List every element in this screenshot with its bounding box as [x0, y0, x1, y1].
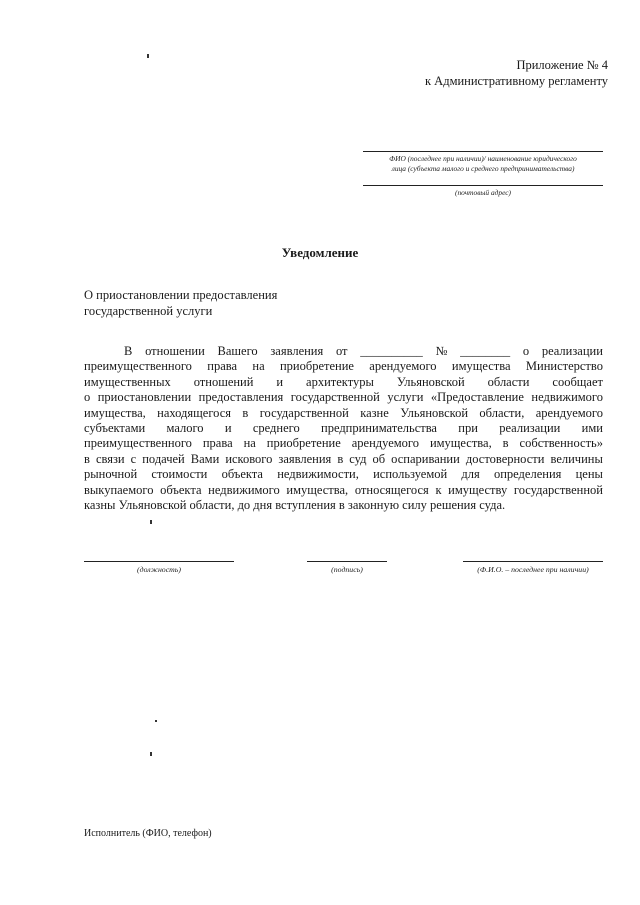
body-word: Министерство — [525, 359, 603, 374]
body-line — [84, 452, 603, 467]
body-word: от — [335, 344, 348, 358]
body-word: Ульяновской — [400, 405, 469, 420]
subject — [84, 287, 277, 319]
body-word: приостановлении — [97, 390, 192, 405]
body-word: области — [487, 374, 530, 389]
position-line — [84, 561, 234, 562]
body-word: арендуемого — [351, 436, 419, 451]
subject-line2: государственной услуги — [84, 304, 213, 318]
body-word: и — [224, 421, 232, 436]
body-line — [84, 390, 603, 405]
body-word: имуществу — [448, 482, 508, 497]
subject-line1: О приостановлении предоставления — [84, 288, 278, 302]
recipient-address-hint: (почтовый адрес) — [454, 188, 512, 197]
body-word: к — [435, 482, 442, 497]
body-word: величины — [550, 451, 603, 466]
body-word: о — [522, 344, 530, 358]
recipient-name-hint-line1: ФИО (последнее при наличии)/ наименование юридического — [389, 154, 577, 163]
body-word: малого — [166, 421, 204, 436]
body-word: арендуемого — [535, 405, 603, 420]
body-word: казне — [360, 405, 389, 420]
body-word: определения — [493, 467, 562, 482]
body-word: объекта — [221, 467, 263, 482]
body-word: в — [84, 451, 90, 466]
body-word: права — [207, 359, 238, 374]
body-word: архитектуры — [306, 374, 374, 389]
body-word: В — [124, 344, 133, 358]
body-word: объекта — [160, 482, 202, 497]
body-word: собственность» — [519, 436, 603, 451]
body-word: на — [252, 359, 265, 374]
body-word: государственной — [513, 482, 603, 497]
body-word: рыночной — [84, 467, 138, 482]
body-paragraph — [84, 344, 603, 513]
executor-label: Исполнитель (ФИО, телефон) — [84, 828, 212, 839]
body-word: «Предоставление — [430, 390, 524, 405]
body-line — [84, 467, 603, 482]
body-word: ими — [581, 421, 603, 436]
body-word: недвижимости, — [277, 467, 359, 482]
recipient-name-hint-line2: лица (субъекта малого и среднего предпринимательства) — [391, 164, 575, 173]
body-word: об — [372, 451, 386, 466]
body-word: имущества, — [286, 482, 349, 497]
body-word: Вами — [190, 451, 220, 466]
annex-number: Приложение № 4 — [516, 58, 608, 72]
body-word: предпринимательства — [321, 421, 437, 436]
body-word: Ульяновской — [396, 374, 465, 389]
recipient-name-line — [363, 151, 603, 152]
scan-speck — [150, 752, 152, 756]
body-line — [84, 344, 603, 359]
body-word: связи — [95, 451, 125, 466]
body-word: предоставления — [198, 390, 284, 405]
scan-speck — [147, 54, 149, 58]
scan-speck — [150, 520, 152, 524]
body-line — [84, 436, 603, 451]
body-line — [84, 483, 603, 498]
body-word: услуги — [387, 390, 424, 405]
body-word: среднего — [252, 421, 300, 436]
body-word: имущества — [451, 359, 511, 374]
name-line — [463, 561, 603, 562]
body-word: недвижимого — [208, 482, 280, 497]
body-word: преимущественного — [84, 436, 192, 451]
body-word: арендуемого — [369, 359, 437, 374]
body-word: имущества, — [84, 405, 146, 420]
body-word: оспаривании — [391, 451, 460, 466]
position-hint: (должность) — [137, 565, 181, 574]
body-word: используемой — [373, 467, 448, 482]
scan-speck — [155, 720, 157, 722]
recipient-name-hint — [363, 154, 603, 174]
body-word: имущества, — [429, 436, 492, 451]
body-word: недвижимого — [531, 390, 603, 405]
annex-header — [425, 57, 608, 89]
body-word: реализации — [499, 421, 561, 436]
body-word: реализации — [541, 344, 603, 358]
body-word: имущественных — [84, 374, 171, 389]
body-line — [84, 375, 603, 390]
blank-field: ________ — [460, 344, 511, 358]
body-line — [84, 359, 603, 374]
body-word: при — [458, 421, 478, 436]
body-word: искового — [225, 451, 273, 466]
document-title: Уведомление — [281, 245, 359, 260]
annex-reference: к Административному регламенту — [424, 74, 608, 88]
signature-line — [307, 561, 387, 562]
body-word: области, — [479, 405, 525, 420]
body-word: заявления — [278, 451, 332, 466]
body-word: государственной — [259, 405, 349, 420]
body-word: сообщает — [552, 374, 603, 389]
body-word: приобретение — [266, 436, 341, 451]
body-word: в — [502, 436, 509, 451]
body-last-line: казны Ульяновской области, до дня вступления в законную силу решения суда. — [84, 498, 506, 513]
body-word: № — [435, 344, 448, 358]
body-word: на — [243, 436, 256, 451]
body-word: подачей — [142, 451, 185, 466]
body-word: с — [130, 451, 137, 466]
body-word: стоимости — [151, 467, 208, 482]
body-word: заявления — [270, 344, 324, 358]
body-word: и — [276, 374, 284, 389]
recipient-address-line — [363, 185, 603, 186]
body-word: цены — [575, 467, 603, 482]
body-word: в — [242, 405, 249, 420]
body-word: достоверности — [465, 451, 545, 466]
body-word: Вашего — [217, 344, 258, 358]
body-line — [84, 421, 603, 436]
body-word: приобретение — [279, 359, 354, 374]
name-hint: (Ф.И.О. – последнее при наличии) — [477, 565, 589, 574]
body-word: преимущественного — [84, 359, 192, 374]
body-word: суд — [349, 451, 367, 466]
body-word: выкупаемого — [84, 482, 154, 497]
blank-field: __________ — [360, 344, 423, 358]
body-word: субъектами — [84, 421, 146, 436]
body-word: находящегося — [157, 405, 232, 420]
body-word: для — [461, 467, 480, 482]
body-line — [84, 406, 603, 421]
body-word: отношений — [193, 374, 254, 389]
body-word: государственной — [290, 390, 380, 405]
body-word: относящегося — [354, 482, 429, 497]
body-word: в — [337, 451, 344, 466]
body-word: права — [202, 436, 233, 451]
body-word: о — [84, 390, 91, 405]
signature-hint: (подпись) — [331, 565, 363, 574]
body-word: отношении — [145, 344, 205, 358]
